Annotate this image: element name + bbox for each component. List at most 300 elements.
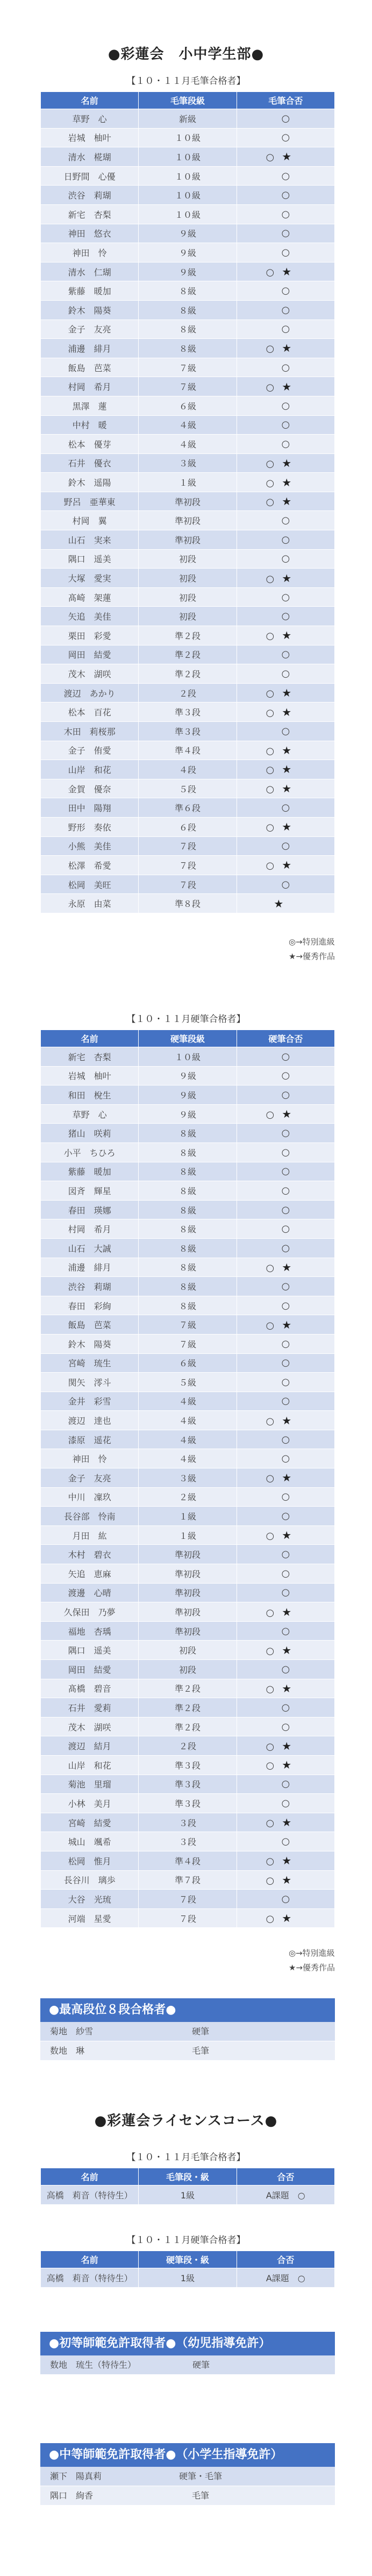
- cell-name: 福地 杏瑀: [41, 1621, 139, 1641]
- star-icon: ★: [282, 476, 292, 489]
- star-icon: ★: [282, 820, 292, 834]
- cell-grade: ７級: [139, 1334, 237, 1353]
- pass-mark: ○: [281, 1166, 290, 1177]
- cell-result: [237, 1641, 334, 1660]
- cell-name: 山岸 和花: [41, 760, 139, 779]
- table-row: [41, 300, 335, 320]
- cell-grade: ２段: [139, 683, 237, 702]
- star-icon: ★: [282, 1681, 292, 1695]
- pass-mark: ○: [281, 1510, 290, 1522]
- cell-grade: ３段: [139, 1813, 237, 1832]
- cell-name: 金子 友亮: [41, 320, 139, 339]
- cell-result: [237, 300, 334, 320]
- cell-result: [237, 1487, 334, 1507]
- cell-result: [237, 1411, 334, 1430]
- pass-mark: ○: [266, 267, 275, 279]
- cell-grade: 準２段: [139, 1679, 237, 1698]
- pass-mark: ○: [266, 745, 275, 757]
- cell-grade: ８級: [139, 320, 237, 339]
- pass-mark: ○: [281, 208, 290, 220]
- cell-result: [237, 511, 334, 530]
- license-brush-caption: 【１０・１１月毛筆合格者】: [126, 2152, 246, 2163]
- table-row: [41, 875, 335, 894]
- cell-grade: 準３段: [139, 702, 237, 722]
- cell-grade: 準２段: [139, 1717, 237, 1736]
- cell-result: [237, 1736, 334, 1756]
- table-row: [41, 243, 335, 262]
- brush-results-table: [40, 91, 335, 913]
- cell-name: 岡田 結愛: [41, 1660, 139, 1679]
- pass-mark: ○: [281, 1625, 290, 1637]
- col-result: 毛筆合否: [237, 92, 334, 109]
- table-row: [41, 1641, 335, 1660]
- cell-result: [237, 1621, 334, 1641]
- pass-mark: ○: [266, 1741, 275, 1752]
- star-icon: ★: [282, 342, 292, 355]
- cell-grade: 準初段: [139, 530, 237, 550]
- table-row: [41, 1258, 335, 1277]
- cell-result: [237, 262, 334, 281]
- cell-grade: ８級: [139, 281, 237, 301]
- table-row: [41, 396, 335, 415]
- table-row: [41, 339, 335, 358]
- cell-name: 村岡 希月: [41, 377, 139, 396]
- cell-grade: ５級: [139, 1373, 237, 1392]
- cell-name: 鈴木 陽葵: [41, 1334, 139, 1353]
- cell-result: [237, 1047, 334, 1067]
- cell-grade: 準６段: [139, 798, 237, 818]
- pass-mark: ○: [266, 1818, 275, 1829]
- table-row: [41, 1449, 335, 1468]
- cell-name: 新宅 杏梨: [41, 1047, 139, 1067]
- table-row: [41, 1430, 335, 1449]
- cell-name: 日野間 心優: [41, 166, 139, 186]
- cell-grade: １０級: [139, 166, 237, 186]
- pass-mark: ○: [281, 878, 290, 890]
- top-rank-title: ●最高段位８段合格者●: [40, 1998, 335, 2022]
- pass-mark: ○: [266, 1415, 275, 1427]
- top-rank-box: [40, 1998, 335, 2061]
- table-row: [41, 722, 335, 741]
- cell-name: 漆原 遥花: [41, 1430, 139, 1449]
- cell-grade: 初段: [139, 1660, 237, 1679]
- pass-mark: ○: [281, 591, 290, 603]
- cell-grade: 準７段: [139, 1870, 237, 1890]
- cell-name: 紫藤 暖加: [41, 281, 139, 301]
- cell-name: 鈴木 遥陽: [41, 473, 139, 492]
- star-icon: ★: [282, 1912, 292, 1925]
- cell-name: 松岡 美旺: [41, 875, 139, 894]
- table-row: [41, 856, 335, 875]
- table-row: [41, 204, 335, 224]
- cell-result: [237, 166, 334, 186]
- cell-result: [237, 836, 334, 856]
- cell-result: [237, 1775, 334, 1794]
- cell-result: [237, 741, 334, 760]
- table-row: [41, 683, 335, 702]
- cell-name: 神田 怜: [41, 243, 139, 262]
- star-icon: ★: [282, 1854, 292, 1868]
- table-row: [41, 1124, 335, 1143]
- pass-mark: ○: [281, 400, 290, 411]
- star-icon: ★: [282, 1260, 292, 1274]
- pass-mark: ○: [281, 1280, 290, 1292]
- table-row: [41, 1353, 335, 1373]
- cell-result: [237, 415, 334, 435]
- cell-name: 河端 星愛: [41, 1908, 139, 1928]
- cell-name: 渋谷 莉瑚: [41, 1277, 139, 1296]
- table-row: [41, 702, 335, 722]
- list-item: 菊地 紗雪 硬筆: [40, 2022, 335, 2041]
- pass-mark: ○: [281, 553, 290, 565]
- table-row: [41, 1813, 335, 1832]
- pass-mark: ○: [281, 1395, 290, 1407]
- pass-mark: ○: [281, 132, 290, 144]
- cell-name: 大塚 愛実: [41, 569, 139, 588]
- cell-grade: １０級: [139, 1047, 237, 1067]
- cell-grade: ８級: [139, 300, 237, 320]
- cell-grade: 初段: [139, 587, 237, 607]
- cell-result: [237, 1794, 334, 1813]
- pass-mark: ○: [281, 725, 290, 737]
- star-icon: ★: [282, 571, 292, 585]
- pass-mark: ○: [266, 1530, 275, 1542]
- pass-mark: ○: [281, 649, 290, 661]
- table-row: [41, 1468, 335, 1488]
- cell-grade: １０級: [139, 186, 237, 205]
- cell-name: 野呂 亜華東: [41, 492, 139, 511]
- cell-result: [237, 435, 334, 454]
- cell-name: 矢追 恵麻: [41, 1564, 139, 1584]
- cell-result: [237, 1908, 334, 1928]
- cell-grade: ４級: [139, 415, 237, 435]
- cell-name: 金子 侑愛: [41, 741, 139, 760]
- pass-mark: ○: [266, 822, 275, 834]
- table-row: [41, 128, 335, 147]
- cell-grade: ７級: [139, 1315, 237, 1335]
- table-row: [41, 569, 335, 588]
- pass-mark: ○: [281, 534, 290, 545]
- cell-grade: ８級: [139, 1124, 237, 1143]
- cell-name: 石井 愛莉: [41, 1698, 139, 1718]
- table-row: [41, 1525, 335, 1545]
- cell-name: 小平 ちひろ: [41, 1142, 139, 1162]
- table-row: [41, 1373, 335, 1392]
- table-row: [41, 1621, 335, 1641]
- pass-mark: ○: [266, 784, 275, 796]
- pass-mark: ○: [266, 152, 275, 164]
- cell-result: [237, 1334, 334, 1353]
- cell-name: 浦邊 緋月: [41, 1258, 139, 1277]
- cell-grade: 準３段: [139, 1794, 237, 1813]
- pass-mark: ○: [281, 1893, 290, 1905]
- cell-result: [237, 1545, 334, 1564]
- cell-name: 神田 悠衣: [41, 224, 139, 243]
- table-row: [41, 1411, 335, 1430]
- cell-grade: ８級: [139, 1296, 237, 1315]
- cell-result: [237, 569, 334, 588]
- cell-grade: ８級: [139, 1219, 237, 1239]
- cell-name: 黒澤 蓮: [41, 396, 139, 415]
- pass-mark: ○: [281, 1127, 290, 1139]
- table-row: [41, 664, 335, 684]
- table-row: [41, 1104, 335, 1124]
- pass-mark: ○: [266, 1856, 275, 1868]
- cell-result: [237, 473, 334, 492]
- cell-grade: 準２段: [139, 645, 237, 664]
- cell-grade: １級: [139, 473, 237, 492]
- cell-result: [237, 1258, 334, 1277]
- cell-name: 清水 仁瑚: [41, 262, 139, 281]
- cell-grade: ３級: [139, 453, 237, 473]
- cell-name: 渡辺 あかり: [41, 683, 139, 702]
- cell-name: 木田 莉桜那: [41, 722, 139, 741]
- cell-grade: １０級: [139, 147, 237, 167]
- cell-grade: ４級: [139, 1411, 237, 1430]
- legend-special: ◎→特別進級: [288, 937, 335, 947]
- cell-result: [237, 1698, 334, 1718]
- legend-special: ◎→特別進級: [288, 1948, 335, 1958]
- pass-mark: ○: [281, 1721, 290, 1733]
- cell-result: [237, 339, 334, 358]
- pass-mark: ○: [281, 419, 290, 431]
- cell-name: 村岡 希月: [41, 1219, 139, 1239]
- table-row: [41, 836, 335, 856]
- middle-teacher-box: [40, 2443, 335, 2506]
- star-icon: ★: [282, 1318, 292, 1331]
- table-row: [41, 607, 335, 626]
- table-row: [41, 320, 335, 339]
- col-grade: 硬筆段級: [139, 1030, 237, 1047]
- cell-result: [237, 1660, 334, 1679]
- pen-legend: [289, 1946, 335, 1975]
- table-row: [41, 1219, 335, 1239]
- table-row: [41, 1334, 335, 1353]
- cell-name: 山岸 和花: [41, 1755, 139, 1775]
- star-icon: ★: [282, 1739, 292, 1752]
- pass-mark: ○: [266, 1319, 275, 1331]
- table-row: [41, 1066, 335, 1085]
- cell-name: 渡辺 達也: [41, 1411, 139, 1430]
- cell-grade: 初段: [139, 569, 237, 588]
- table-row: [41, 1545, 335, 1564]
- cell-name: 松岡 惟月: [41, 1851, 139, 1870]
- junior-teacher-title: ●初等師範免許取得者●（幼児指導免許）: [40, 2332, 335, 2355]
- pass-mark: ○: [281, 112, 290, 124]
- cell-grade: １級: [139, 1507, 237, 1526]
- cell-result: [237, 320, 334, 339]
- cell-name: 大谷 光琉: [41, 1890, 139, 1909]
- pass-mark: ○: [281, 1089, 290, 1101]
- cell-name: 隅口 遥美: [41, 549, 139, 569]
- cell-name: 岩城 柚叶: [41, 128, 139, 147]
- cell-name: 城山 颯希: [41, 1832, 139, 1851]
- cell-grade: 準４段: [139, 741, 237, 760]
- cell-grade: ７段: [139, 1890, 237, 1909]
- cell-result: [237, 549, 334, 569]
- cell-name: 浦邊 緋月: [41, 339, 139, 358]
- cell-result: [237, 1679, 334, 1698]
- cell-result: [237, 128, 334, 147]
- pass-mark: ○: [281, 228, 290, 239]
- table-row: [41, 1277, 335, 1296]
- table-row: [41, 1890, 335, 1909]
- cell-name: 岩城 柚叶: [41, 1066, 139, 1085]
- pass-mark: ○: [281, 361, 290, 373]
- cell-grade: 準３段: [139, 1755, 237, 1775]
- pass-mark: ○: [266, 1760, 275, 1772]
- cell-name: 和田 梲生: [41, 1085, 139, 1105]
- table-row: [41, 435, 335, 454]
- legend-excellent: ★→優秀作品: [288, 952, 335, 961]
- cell-result: [237, 1373, 334, 1392]
- cell-grade: ２段: [139, 1736, 237, 1756]
- cell-grade: ９級: [139, 1066, 237, 1085]
- cell-name: 栗田 彩愛: [41, 626, 139, 645]
- pass-mark: ○: [281, 1070, 290, 1082]
- cell-grade: 準２段: [139, 664, 237, 684]
- star-icon: ★: [282, 1605, 292, 1619]
- cell-result: [237, 1468, 334, 1488]
- table-row: [41, 1602, 335, 1622]
- cell-result: [237, 1085, 334, 1105]
- star-icon: ★: [282, 265, 292, 279]
- cell-result: [237, 1564, 334, 1584]
- cell-name: 渡辺 結月: [41, 1736, 139, 1756]
- pass-mark: ○: [281, 438, 290, 450]
- star-icon: ★: [282, 763, 292, 776]
- cell-name: 鈴木 陽葵: [41, 300, 139, 320]
- cell-grade: ９級: [139, 262, 237, 281]
- col-name: 名前: [41, 92, 139, 109]
- cell-result: [237, 1870, 334, 1890]
- cell-grade: 初段: [139, 607, 237, 626]
- cell-name: 金子 友亮: [41, 1468, 139, 1488]
- cell-grade: ８級: [139, 1162, 237, 1181]
- cell-result: [237, 817, 334, 836]
- cell-result: [237, 186, 334, 205]
- cell-grade: ５段: [139, 779, 237, 798]
- cell-result: [237, 760, 334, 779]
- table-row: [41, 415, 335, 435]
- cell-result: [237, 1162, 334, 1181]
- cell-result: [237, 492, 334, 511]
- cell-result: [237, 1813, 334, 1832]
- cell-grade: ９級: [139, 243, 237, 262]
- cell-name: 猪山 咲莉: [41, 1124, 139, 1143]
- star-icon: ★: [282, 782, 292, 796]
- star-icon: ★: [282, 1643, 292, 1657]
- cell-name: 草野 心: [41, 1104, 139, 1124]
- table-row: [41, 109, 335, 129]
- cell-name: 小林 美月: [41, 1794, 139, 1813]
- cell-grade: ６級: [139, 1353, 237, 1373]
- cell-result: [237, 1353, 334, 1373]
- pass-mark: ○: [281, 1242, 290, 1254]
- pass-mark: ○: [281, 285, 290, 297]
- cell-result: [237, 702, 334, 722]
- table-row: [41, 453, 335, 473]
- cell-name: 石井 優衣: [41, 453, 139, 473]
- cell-grade: ３段: [139, 1832, 237, 1851]
- star-icon: ★: [282, 1529, 292, 1542]
- table-row: [41, 1755, 335, 1775]
- cell-name: 長谷川 璃歩: [41, 1870, 139, 1890]
- cell-grade: １０級: [139, 204, 237, 224]
- cell-name: 春田 彩絢: [41, 1296, 139, 1315]
- table-row: [41, 1181, 335, 1201]
- cell-grade: ８級: [139, 1258, 237, 1277]
- cell-result: [237, 281, 334, 301]
- pass-mark: ○: [281, 1663, 290, 1675]
- pass-mark: ○: [281, 1453, 290, 1465]
- cell-name: 宮崎 結愛: [41, 1813, 139, 1832]
- cell-name: 矢追 美佳: [41, 607, 139, 626]
- pass-mark: ○: [266, 496, 275, 508]
- table-row: [41, 1392, 335, 1411]
- cell-result: [237, 453, 334, 473]
- cell-name: 金賀 優奈: [41, 779, 139, 798]
- cell-grade: ４級: [139, 435, 237, 454]
- pass-mark: ○: [281, 323, 290, 335]
- pass-mark: ○: [281, 1549, 290, 1560]
- cell-grade: 初段: [139, 549, 237, 569]
- cell-result: [237, 1296, 334, 1315]
- pass-mark: ○: [281, 1146, 290, 1158]
- cell-result: [237, 683, 334, 702]
- star-icon: ★: [282, 1471, 292, 1485]
- cell-name: 菊池 里瑠: [41, 1775, 139, 1794]
- cell-grade: 新級: [139, 109, 237, 129]
- cell-name: 金井 彩雪: [41, 1392, 139, 1411]
- list-item: 瀬下 陽真莉 硬筆・毛筆: [40, 2467, 335, 2486]
- cell-name: 松澤 希愛: [41, 856, 139, 875]
- table-row: 高橋 莉音（特待生） 1級 A課題 ○: [41, 2185, 335, 2205]
- table-row: [41, 1162, 335, 1181]
- pass-mark: ○: [266, 1473, 275, 1485]
- table-row: [41, 760, 335, 779]
- cell-result: [237, 1755, 334, 1775]
- cell-name: 飯島 芭菜: [41, 358, 139, 377]
- cell-result: [237, 722, 334, 741]
- star-icon: ★: [282, 686, 292, 700]
- cell-grade: ７級: [139, 358, 237, 377]
- table-row: [41, 186, 335, 205]
- table-row: [41, 1047, 335, 1067]
- cell-grade: ８級: [139, 1277, 237, 1296]
- table-row: [41, 1660, 335, 1679]
- cell-name: 村岡 翼: [41, 511, 139, 530]
- pass-mark: ○: [281, 840, 290, 852]
- pass-mark: ○: [281, 1797, 290, 1809]
- cell-result: [237, 1104, 334, 1124]
- cell-result: [237, 1430, 334, 1449]
- cell-grade: 準初段: [139, 1545, 237, 1564]
- license-title: ●彩蓮会ライセンスコース●: [94, 2113, 278, 2129]
- cell-result: [237, 1277, 334, 1296]
- cell-result: [237, 607, 334, 626]
- cell-result: [237, 377, 334, 396]
- star-icon: ★: [282, 380, 292, 393]
- pass-mark: ○: [281, 515, 290, 527]
- table-row: [41, 1698, 335, 1718]
- cell-result: [237, 243, 334, 262]
- cell-grade: 準初段: [139, 1583, 237, 1602]
- cell-grade: ９級: [139, 224, 237, 243]
- table-row: [41, 626, 335, 645]
- cell-grade: ７段: [139, 875, 237, 894]
- star-icon: ★: [282, 858, 292, 872]
